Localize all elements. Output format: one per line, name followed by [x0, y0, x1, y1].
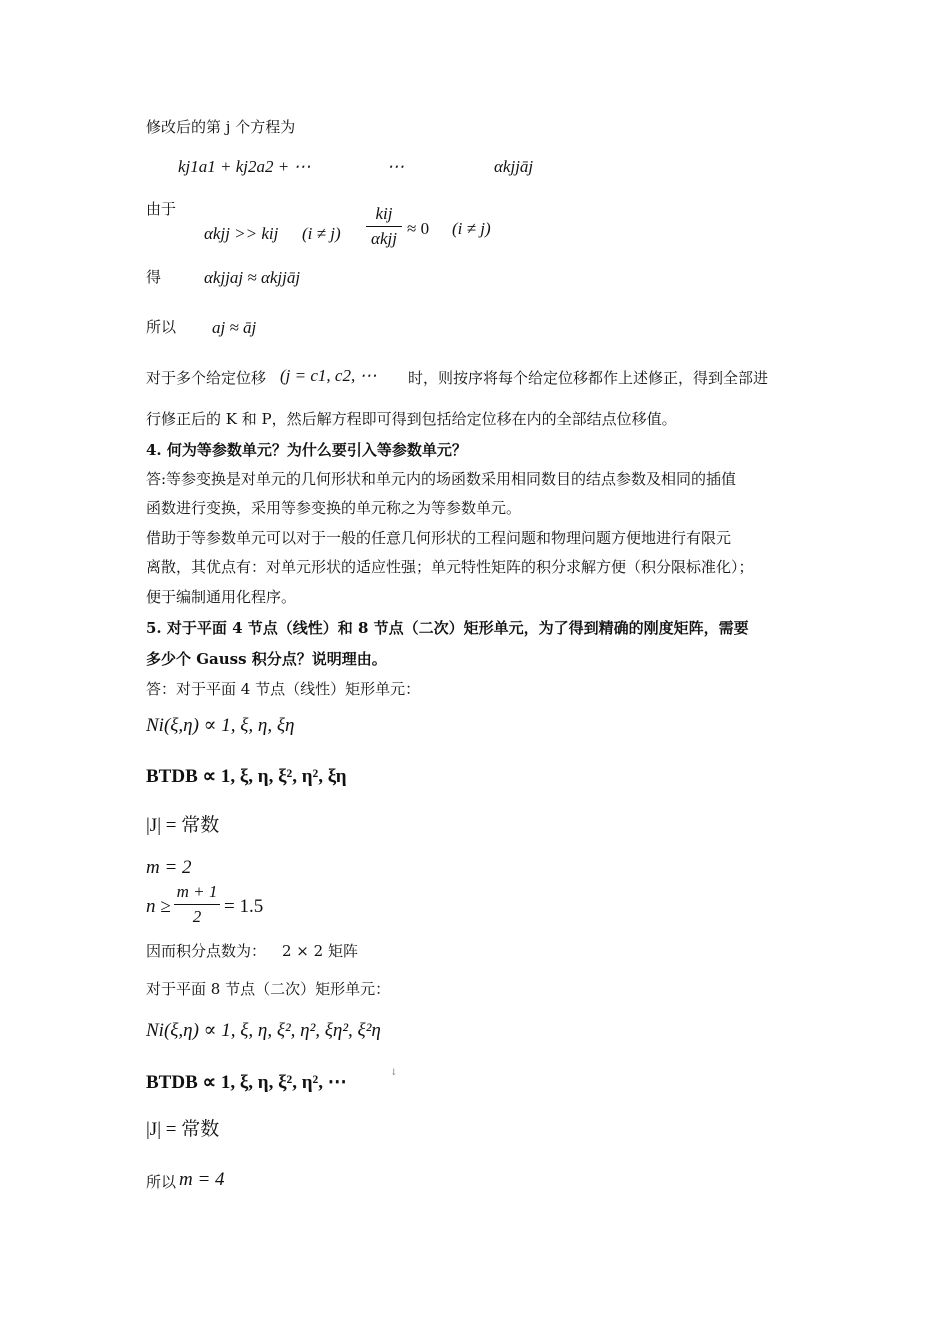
answer-4-line-2: 函数进行变换，采用等参变换的单元称之为等参数单元。	[146, 499, 522, 517]
answer-5-intro: 答：对于平面 4 节点（线性）矩形单元：	[146, 680, 421, 698]
condition-1-paren: (i ≠ j)	[302, 224, 341, 243]
fraction-bar	[366, 226, 402, 227]
m-equals-2: m = 2	[146, 857, 192, 878]
btdb-8-node: BTDB ∝ 1, ξ, η, ξ², η², ⋯	[146, 1072, 347, 1093]
label-suoyi-1: 所以	[146, 318, 177, 336]
integration-points-value: 2 × 2 矩阵	[282, 942, 358, 960]
n-result: = 1.5	[224, 896, 264, 917]
n-ge-label: n ≥	[146, 896, 171, 917]
eight-node-intro: 对于平面 8 节点（二次）矩形单元：	[146, 980, 391, 998]
integration-points-label: 因而积分点数为：	[146, 942, 267, 960]
fraction-m-plus-1-over-2	[174, 882, 220, 927]
paragraph-1a: 对于多个给定位移	[146, 369, 267, 387]
answer-4-line-4: 离散，其优点有：对单元形状的适应性强；单元特性矩阵的积分求解方便（积分限标准化）；	[146, 558, 754, 576]
answer-4-line-5: 便于编制通用化程序。	[146, 588, 297, 606]
paragraph-1a-tail: 时，则按序将每个给定位移都作上述修正，得到全部进	[408, 369, 769, 387]
equation-1-right: αkjjāj	[494, 157, 534, 176]
answer-4-line-1: 答:等参变换是对单元的几何形状和单元内的场函数采用相同数目的结点参数及相同的插值	[146, 470, 737, 488]
fraction-kij-over-akjj	[366, 204, 402, 249]
answer-4-line-3: 借助于等参数单元可以对于一般的任意几何形状的工程问题和物理问题方便地进行有限元	[146, 529, 732, 547]
question-5-line-2: 多少个 Gauss 积分点？说明理由。	[146, 650, 387, 668]
fraction-numerator: kij	[375, 204, 393, 223]
paragraph-1b: 行修正后的 K 和 P，然后解方程即可得到包括给定位移在内的全部结点位移值。	[146, 410, 677, 428]
fraction-numerator: m + 1	[176, 882, 218, 901]
label-de: 得	[146, 268, 162, 286]
btdb-4-node: BTDB ∝ 1, ξ, η, ξ², η², ξη	[146, 766, 347, 787]
shape-function-4-node: Ni(ξ,η) ∝ 1, ξ, η, ξη	[146, 715, 295, 736]
equation-suoyi-1: aj ≈ āj	[212, 318, 257, 337]
question-5-line-1: 5. 对于平面 4 节点（线性）和 8 节点（二次）矩形单元，为了得到精确的刚度矩阵，需要	[146, 619, 749, 637]
fraction-denominator: 2	[192, 907, 202, 926]
label-youyu: 由于	[146, 200, 177, 218]
paragraph-1a-math: (j = c1, c2, ⋯	[280, 366, 377, 385]
shape-function-8-node: Ni(ξ,η) ∝ 1, ξ, η, ξ², η², ξη², ξ²η	[146, 1020, 381, 1041]
fraction-denominator: αkjj	[371, 229, 397, 248]
fraction-bar	[174, 904, 220, 905]
condition-1: αkjj >> kij	[204, 224, 279, 243]
text-line-1: 修改后的第 j 个方程为	[146, 118, 296, 136]
m-equals-4: m = 4	[179, 1169, 225, 1190]
fraction-approx-zero: ≈ 0	[407, 219, 430, 238]
jacobian-8-node: |J| = 常数	[146, 1119, 220, 1140]
equation-1-left: kj1a1 + kj2a2 + ⋯	[178, 157, 311, 176]
label-suoyi-2: 所以	[146, 1173, 177, 1191]
jacobian-4-node: |J| = 常数	[146, 815, 220, 836]
question-4: 4. 何为等参数单元？为什么要引入等参数单元？	[146, 441, 467, 459]
equation-de: αkjjaj ≈ αkjjāj	[204, 268, 301, 287]
equation-1-ellipsis: ⋯	[387, 157, 404, 176]
paragraph-mark: ↓	[390, 1068, 398, 1078]
condition-2-paren: (i ≠ j)	[452, 219, 491, 238]
